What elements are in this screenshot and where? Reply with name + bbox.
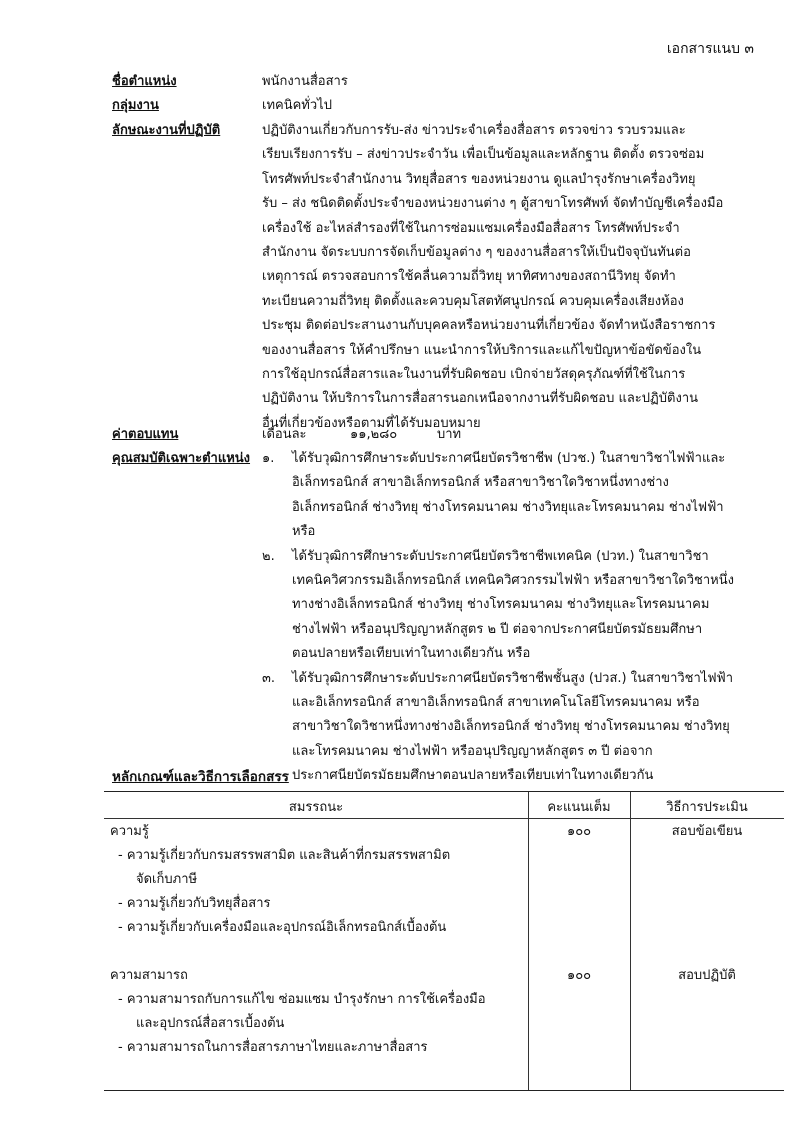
qualifications-label: คุณสมบัติเฉพาะตำแหน่ง — [112, 451, 251, 466]
score-value: ๑๐๐ — [566, 824, 592, 839]
bullet-line: - ความสามารถในการสื่อสารภาษาไทยและภาษาสื่อสาร — [118, 1040, 428, 1055]
qualifications-list — [262, 447, 782, 789]
qualification-line: สาขาวิชาใดวิชาหนึ่งทางช่างอิเล็กทรอนิกส์ ช่างวิทยุ ช่างโทรคมนาคม ช่างวิทยุ — [292, 719, 730, 735]
criteria-table — [104, 791, 784, 1091]
bullet-line: - ความรู้เกี่ยวกับกรมสรรพสามิต และสินค้าที่กรมสรรพสามิต — [118, 848, 451, 863]
qualification-line: อิเล็กทรอนิกส์ สาขาอิเล็กทรอนิกส์ หรือสาขาวิชาใดวิชาหนึ่งทางช่าง — [292, 475, 669, 491]
group-label: กลุ่มงาน — [112, 98, 159, 113]
qualification-line: ทางช่างอิเล็กทรอนิกส์ ช่างวิทยุ ช่างโทรคมนาคม ช่างวิทยุและโทรคมนาคม — [292, 597, 710, 613]
bullet-line: และอุปกรณ์สื่อสารเบื้องต้น — [136, 1016, 285, 1031]
salary-label: ค่าตอบแทน — [112, 427, 179, 442]
qualification-number: ๒. — [262, 548, 275, 564]
qualification-line: ช่างไฟฟ้า หรืออนุปริญญาหลักสูตร ๒ ปี ต่อจากประกาศนียบัตรมัธยมศึกษา — [292, 621, 703, 637]
duties-line: ปฏิบัติงาน ให้บริการในการสื่อสารนอกเหนือจากงานที่รับผิดชอบ และปฏิบัติงาน — [262, 391, 699, 407]
qualification-line: ตอนปลายหรือเทียบเท่าในทางเดียวกัน หรือ — [292, 646, 531, 662]
bullet-line: - ความรู้เกี่ยวกับเครื่องมือและอุปกรณ์อิเล็กทรอนิกส์เบื้องต้น — [118, 920, 447, 935]
score-value: ๑๐๐ — [566, 968, 592, 983]
duties-paragraph — [262, 119, 772, 436]
competency-title: ความสามารถ — [110, 968, 188, 983]
header-method: วิธีการประเมิน — [666, 800, 748, 815]
header-score: คะแนนเต็ม — [547, 800, 611, 815]
salary-unit: บาท — [437, 427, 462, 442]
bullet-line: - ความสามารถกับการแก้ไข ซ่อมแซม บำรุงรักษา การใช้เครื่องมือ — [118, 992, 486, 1007]
qualification-item — [262, 447, 782, 545]
qualification-line: และโทรคมนาคม ช่างไฟฟ้า หรืออนุปริญญาหลักสูตร ๓ ปี ต่อจาก — [292, 743, 653, 759]
qualification-line: ได้รับวุฒิการศึกษาระดับประกาศนียบัตรวิชาชีพเทคนิค (ปวท.) ในสาขาวิชา — [292, 548, 709, 564]
qualification-line: หรือ — [292, 524, 316, 540]
position-label: ชื่อตำแหน่ง — [112, 74, 177, 89]
method-value: สอบปฏิบัติ — [678, 968, 736, 983]
qualification-line: อิเล็กทรอนิกส์ ช่างวิทยุ ช่างโทรคมนาคม ช่างวิทยุและโทรคมนาคม ช่างไฟฟ้า — [292, 499, 724, 515]
competency-bullet — [118, 844, 450, 940]
duties-label: ลักษณะงานที่ปฏิบัติ — [112, 123, 221, 138]
qualification-item — [262, 667, 782, 789]
duties-line: เรียบเรียงการรับ – ส่งข่าวประจำวัน เพื่อเป็นข้อมูลและหลักฐาน ติดตั้ง ตรวจซ่อม — [262, 147, 705, 163]
qualification-number: ๑. — [262, 451, 275, 466]
qualification-item — [262, 545, 782, 667]
criteria-heading: หลักเกณฑ์และวิธีการเลือกสรร — [112, 769, 289, 785]
duties-line: การใช้อุปกรณ์สื่อสารและในงานที่รับผิดชอบ เบิกจ่ายวัสดุครุภัณฑ์ที่ใช้ในการ — [262, 367, 686, 383]
duties-line: โทรศัพท์ประจำสำนักงาน วิทยุสื่อสาร ของหน่วยงาน ดูแลบำรุงรักษาเครื่องวิทยุ — [262, 171, 696, 187]
qualification-number: ๓. — [262, 670, 276, 686]
salary-prefix: เดือนละ — [262, 427, 307, 442]
qualification-line: ประกาศนียบัตรมัธยมศึกษาตอนปลายหรือเทียบเท่าในทางเดียวกัน — [292, 768, 654, 784]
qualification-line: เทคนิควิศวกรรมอิเล็กทรอนิกส์ เทคนิควิศวกรรมไฟฟ้า หรือสาขาวิชาใดวิชาหนึ่ง — [292, 573, 734, 589]
duties-line: เหตุการณ์ ตรวจสอบการใช้คลื่นความถี่วิทยุ หาทิศทางของสถานีวิทยุ จัดทำ — [262, 269, 676, 285]
duties-line: ปฏิบัติงานเกี่ยวกับการรับ-ส่ง ข่าวประจำเครื่องสื่อสาร ตรวจข่าว รวบรวมและ — [262, 123, 686, 138]
duties-line: เครื่องใช้ อะไหล่สำรองที่ใช้ในการซ่อมแซมเครื่องมือสื่อสาร โทรศัพท์ประจำ — [262, 220, 680, 236]
qualification-line: และอิเล็กทรอนิกส์ สาขาอิเล็กทรอนิกส์ สาขาเทคโนโลยีโทรคมนาคม หรือ — [292, 695, 700, 711]
group-value: เทคนิคทั่วไป — [262, 98, 332, 113]
duties-line: ประชุม ติดต่อประสานงานกับบุคคลหรือหน่วยงานที่เกี่ยวข้อง จัดทำหนังสือราชการ — [262, 318, 716, 334]
competency-bullet — [118, 988, 486, 1060]
document-reference: เอกสารแนบ ๓ — [666, 41, 754, 57]
method-value: สอบข้อเขียน — [671, 824, 743, 839]
duties-line: รับ – ส่ง ชนิดติดตั้งประจำของหน่วยงานต่าง ๆ ตู้สาขาโทรศัพท์ จัดทำบัญชีเครื่องมือ — [262, 196, 724, 212]
qualification-line: ได้รับวุฒิการศึกษาระดับประกาศนียบัตรวิชาชีพชั้นสูง (ปวส.) ในสาขาวิชาไฟฟ้า — [292, 670, 734, 686]
bullet-line: จัดเก็บภาษี — [136, 872, 198, 887]
header-competency: สมรรถนะ — [288, 800, 344, 815]
header-divider — [104, 818, 784, 819]
position-value: พนักงานสื่อสาร — [262, 74, 348, 89]
qualification-line: ได้รับวุฒิการศึกษาระดับประกาศนียบัตรวิชาชีพ (ปวช.) ในสาขาวิชาไฟฟ้าและ — [292, 451, 726, 466]
duties-line: ทะเบียนความถี่วิทยุ ติดตั้งและควบคุมโสตทัศนูปกรณ์ ควบคุมเครื่องเสียงห้อง — [262, 293, 684, 309]
duties-line: อื่นที่เกี่ยวข้องหรือตามที่ได้รับมอบหมาย — [262, 415, 481, 431]
competency-title: ความรู้ — [110, 824, 149, 839]
salary-amount: ๑๑,๒๘๐ — [350, 427, 398, 442]
duties-line: สำนักงาน จัดระบบการจัดเก็บข้อมูลต่าง ๆ ของงานสื่อสารให้เป็นปัจจุบันทันต่อ — [262, 245, 691, 261]
bullet-line: - ความรู้เกี่ยวกับวิทยุสื่อสาร — [118, 896, 271, 911]
duties-line: ของงานสื่อสาร ให้คำปรึกษา แนะนำการให้บริการและแก้ไขปัญหาข้อขัดข้องใน — [262, 342, 702, 358]
